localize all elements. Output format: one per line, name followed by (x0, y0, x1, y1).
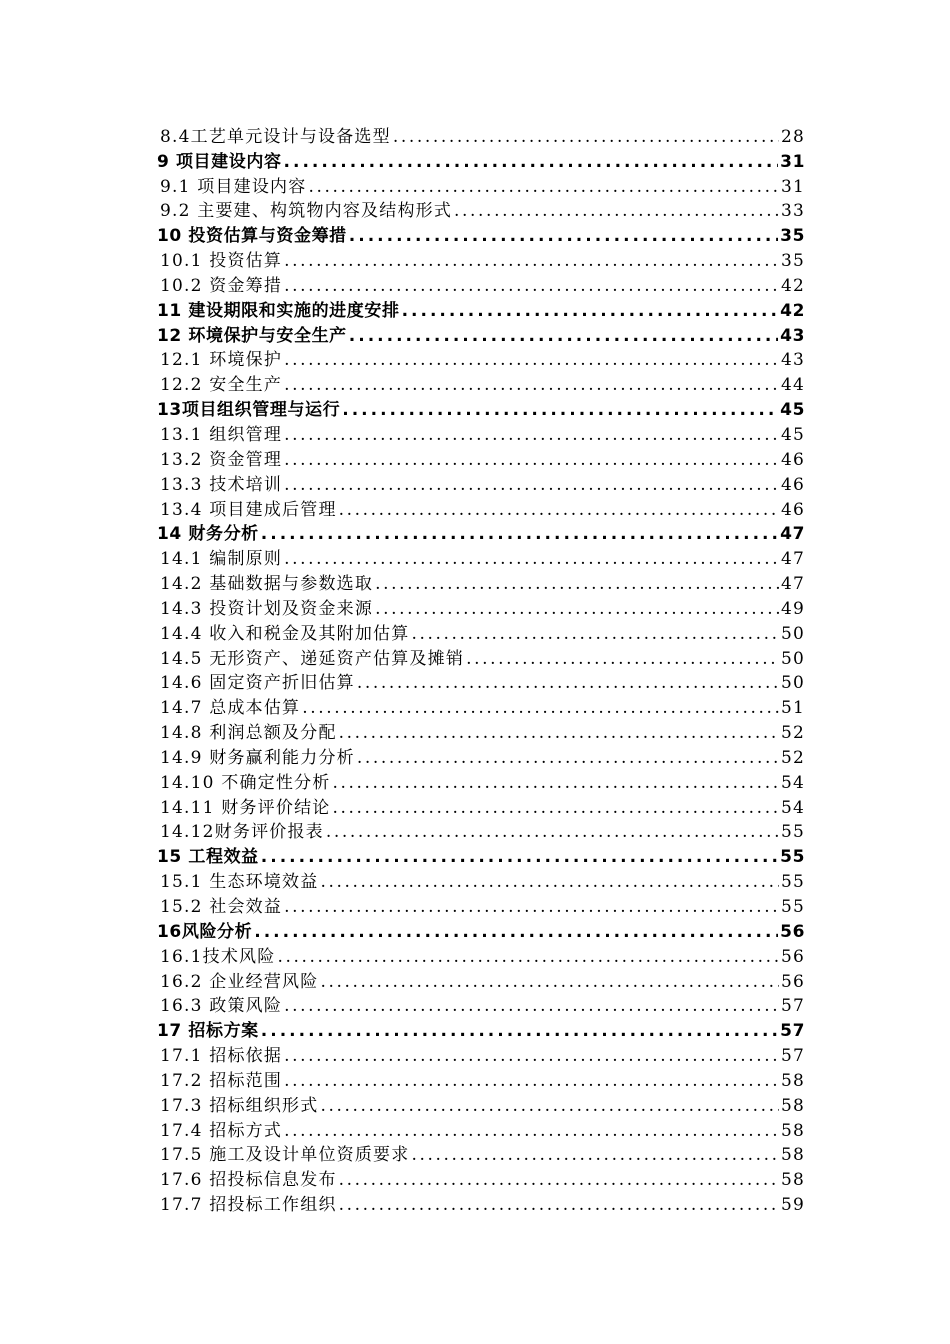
toc-section-entry[interactable] (157, 868, 805, 893)
toc-page-number: 50 (780, 623, 805, 644)
toc-section-entry[interactable] (157, 794, 805, 819)
toc-dot-leader (326, 821, 779, 843)
toc-section-entry[interactable] (157, 123, 805, 148)
toc-entry-title: 16.1技术风险 (160, 946, 276, 967)
toc-page-number: 57 (780, 1021, 805, 1042)
toc-entry-title: 16.3 政策风险 (160, 996, 283, 1017)
toc-entry-title: 17.5 施工及设计单位资质要求 (160, 1145, 410, 1166)
toc-section-entry[interactable] (157, 719, 805, 744)
toc-dot-leader (466, 648, 779, 670)
toc-section-entry[interactable] (157, 694, 805, 719)
toc-dot-leader (284, 1045, 779, 1067)
toc-section-entry[interactable] (157, 645, 805, 670)
toc-section-entry[interactable] (157, 371, 805, 396)
toc-section-entry[interactable] (157, 744, 805, 769)
toc-entry-title: 14.5 无形资产、递延资产估算及摊销 (160, 648, 465, 669)
toc-page-number: 44 (780, 375, 805, 396)
toc-page-number: 47 (780, 549, 805, 570)
toc-dot-leader (339, 499, 779, 521)
toc-entry-title: 14.11 财务评价结论 (160, 797, 331, 818)
toc-entry-title: 14.8 利润总额及分配 (160, 723, 337, 744)
toc-page-number: 56 (780, 971, 805, 992)
toc-dot-leader (284, 151, 779, 173)
toc-page-number: 47 (780, 524, 805, 545)
toc-page-number: 46 (780, 474, 805, 495)
toc-section-entry[interactable] (157, 247, 805, 272)
toc-dot-leader (411, 1144, 778, 1166)
toc-dot-leader (284, 424, 779, 446)
toc-page-number: 28 (780, 126, 805, 147)
toc-section-entry[interactable] (157, 968, 805, 993)
toc-page-number: 58 (780, 1120, 805, 1141)
toc-section-entry[interactable] (157, 993, 805, 1018)
toc-page-number: 50 (780, 673, 805, 694)
toc-entry-title: 14.9 财务赢利能力分析 (160, 747, 355, 768)
toc-entry-title: 15 工程效益 (157, 847, 259, 868)
toc-dot-leader (339, 722, 779, 744)
toc-chapter-entry[interactable] (157, 918, 805, 943)
toc-section-entry[interactable] (157, 1117, 805, 1142)
toc-chapter-entry[interactable] (157, 1017, 805, 1042)
toc-entry-title: 13.3 技术培训 (160, 474, 283, 495)
toc-section-entry[interactable] (157, 769, 805, 794)
toc-dot-leader (302, 697, 779, 719)
toc-entry-title: 9.2 主要建、构筑物内容及结构形式 (160, 201, 453, 222)
toc-section-entry[interactable] (157, 446, 805, 471)
toc-section-entry[interactable] (157, 173, 805, 198)
toc-section-entry[interactable] (157, 943, 805, 968)
toc-section-entry[interactable] (157, 421, 805, 446)
toc-entry-title: 16.2 企业经营风险 (160, 971, 319, 992)
toc-entry-title: 9.1 项目建设内容 (160, 176, 307, 197)
toc-page-number: 52 (780, 723, 805, 744)
toc-page-number: 55 (780, 847, 805, 868)
toc-dot-leader (375, 573, 779, 595)
toc-entry-title: 14.10 不确定性分析 (160, 772, 331, 793)
toc-dot-leader (284, 275, 779, 297)
toc-page-number: 49 (780, 598, 805, 619)
toc-entry-title: 14.7 总成本估算 (160, 698, 301, 719)
toc-dot-leader (284, 250, 779, 272)
toc-chapter-entry[interactable] (157, 297, 805, 322)
table-of-contents (157, 123, 805, 1216)
toc-page-number: 58 (780, 1095, 805, 1116)
toc-dot-leader (349, 325, 778, 347)
toc-dot-leader (454, 200, 779, 222)
toc-dot-leader (332, 772, 778, 794)
toc-section-entry[interactable] (157, 819, 805, 844)
toc-dot-leader (339, 1169, 779, 1191)
toc-dot-leader (357, 747, 779, 769)
toc-section-entry[interactable] (157, 1191, 805, 1216)
toc-section-entry[interactable] (157, 272, 805, 297)
toc-dot-leader (284, 548, 779, 570)
toc-entry-title: 17.6 招投标信息发布 (160, 1170, 337, 1191)
toc-page-number: 43 (780, 350, 805, 371)
toc-chapter-entry[interactable] (157, 396, 805, 421)
toc-entry-title: 17.2 招标范围 (160, 1070, 283, 1091)
toc-page-number: 42 (780, 275, 805, 296)
toc-entry-title: 9 项目建设内容 (157, 151, 282, 172)
toc-entry-title: 10 投资估算与资金筹措 (157, 226, 347, 247)
toc-chapter-entry[interactable] (157, 322, 805, 347)
toc-dot-leader (357, 672, 779, 694)
toc-page-number: 52 (780, 747, 805, 768)
toc-entry-title: 13.2 资金管理 (160, 449, 283, 470)
toc-entry-title: 10.1 投资估算 (160, 251, 283, 272)
toc-page-number: 47 (780, 574, 805, 595)
toc-page-number: 31 (780, 176, 805, 197)
toc-entry-title: 10.2 资金筹措 (160, 275, 283, 296)
toc-dot-leader (284, 349, 779, 371)
toc-page-number: 57 (780, 1046, 805, 1067)
toc-section-entry[interactable] (157, 620, 805, 645)
toc-section-entry[interactable] (157, 1142, 805, 1167)
toc-entry-title: 15.1 生态环境效益 (160, 872, 319, 893)
toc-entry-title: 14.12财务评价报表 (160, 822, 324, 843)
toc-dot-leader (254, 921, 778, 943)
toc-entry-title: 17.3 招标组织形式 (160, 1095, 319, 1116)
toc-entry-title: 13.4 项目建成后管理 (160, 499, 337, 520)
toc-page-number: 54 (780, 797, 805, 818)
toc-dot-leader (261, 1020, 778, 1042)
toc-page-number: 59 (780, 1195, 805, 1216)
toc-section-entry[interactable] (157, 347, 805, 372)
toc-entry-title: 12 环境保护与安全生产 (157, 325, 347, 346)
toc-page-number: 55 (780, 897, 805, 917)
toc-dot-leader (411, 623, 778, 645)
toc-section-entry[interactable] (157, 670, 805, 695)
toc-page-number: 56 (780, 946, 805, 967)
toc-section-entry[interactable] (157, 496, 805, 521)
toc-chapter-entry[interactable] (157, 521, 805, 546)
toc-page-number: 56 (780, 921, 805, 942)
toc-dot-leader (320, 971, 778, 993)
toc-dot-leader (284, 995, 779, 1017)
toc-dot-leader (308, 176, 779, 198)
toc-page-number: 51 (780, 698, 805, 719)
toc-dot-leader (284, 896, 779, 918)
toc-dot-leader (393, 126, 779, 148)
toc-page-number: 43 (780, 325, 805, 346)
toc-entry-title: 17.7 招投标工作组织 (160, 1195, 337, 1216)
toc-dot-leader (349, 225, 778, 247)
toc-chapter-entry[interactable] (157, 148, 805, 173)
toc-dot-leader (320, 1095, 778, 1117)
toc-page-number: 46 (780, 449, 805, 470)
toc-page-number: 55 (780, 822, 805, 843)
toc-page-number: 42 (780, 300, 805, 321)
toc-page-number: 57 (780, 996, 805, 1017)
toc-entry-title: 17 招标方案 (157, 1021, 259, 1042)
toc-entry-title: 17.4 招标方式 (160, 1120, 283, 1141)
toc-page-number: 35 (780, 226, 805, 247)
toc-page-number: 45 (780, 400, 805, 421)
toc-page-number: 58 (780, 1170, 805, 1191)
toc-section-entry[interactable] (157, 545, 805, 570)
toc-dot-leader (284, 1070, 779, 1092)
toc-page-number: 50 (780, 648, 805, 669)
toc-entry-title: 14.1 编制原则 (160, 549, 283, 570)
toc-entry-title: 8.4工艺单元设计与设备选型 (160, 126, 391, 147)
toc-chapter-entry[interactable] (157, 222, 805, 247)
toc-entry-title: 14.6 固定资产折旧估算 (160, 673, 355, 694)
toc-section-entry[interactable] (157, 570, 805, 595)
toc-dot-leader (277, 946, 779, 968)
toc-entry-title: 13.1 组织管理 (160, 424, 283, 445)
toc-dot-leader (339, 1194, 779, 1216)
toc-dot-leader (375, 598, 779, 620)
toc-chapter-entry[interactable] (157, 843, 805, 868)
toc-dot-leader (284, 1120, 779, 1142)
toc-page-number: 45 (780, 424, 805, 445)
toc-page-number: 33 (780, 201, 805, 222)
toc-entry-title: 15.2 社会效益 (160, 897, 283, 917)
toc-page-number: 54 (780, 772, 805, 793)
toc-entry-title: 17.1 招标依据 (160, 1046, 283, 1067)
toc-section-entry[interactable] (157, 595, 805, 620)
toc-dot-leader (261, 846, 778, 868)
toc-page-number: 46 (780, 499, 805, 520)
toc-entry-title: 13项目组织管理与运行 (157, 400, 341, 421)
toc-dot-leader (284, 449, 779, 471)
toc-section-entry[interactable] (157, 1092, 805, 1117)
toc-entry-title: 12.1 环境保护 (160, 350, 283, 371)
toc-section-entry[interactable] (157, 198, 805, 223)
toc-dot-leader (320, 871, 778, 893)
toc-entry-title: 11 建设期限和实施的进度安排 (157, 300, 400, 321)
toc-dot-leader (261, 523, 778, 545)
toc-dot-leader (284, 374, 779, 396)
toc-page-number: 58 (780, 1145, 805, 1166)
toc-entry-title: 14 财务分析 (157, 524, 259, 545)
toc-section-entry[interactable] (157, 1067, 805, 1092)
toc-page-number: 58 (780, 1070, 805, 1091)
toc-page-number: 55 (780, 872, 805, 893)
toc-page-number: 35 (780, 251, 805, 272)
toc-dot-leader (332, 797, 778, 819)
toc-section-entry[interactable] (157, 893, 805, 918)
toc-entry-title: 14.3 投资计划及资金来源 (160, 598, 374, 619)
toc-dot-leader (284, 474, 779, 496)
toc-dot-leader (342, 399, 778, 421)
toc-entry-title: 16风险分析 (157, 921, 253, 942)
toc-entry-title: 14.2 基础数据与参数选取 (160, 574, 374, 595)
toc-page-number: 31 (780, 151, 805, 172)
toc-dot-leader (402, 300, 779, 322)
toc-section-entry[interactable] (157, 1166, 805, 1191)
toc-section-entry[interactable] (157, 1042, 805, 1067)
toc-entry-title: 14.4 收入和税金及其附加估算 (160, 623, 410, 644)
toc-section-entry[interactable] (157, 471, 805, 496)
toc-entry-title: 12.2 安全生产 (160, 375, 283, 396)
